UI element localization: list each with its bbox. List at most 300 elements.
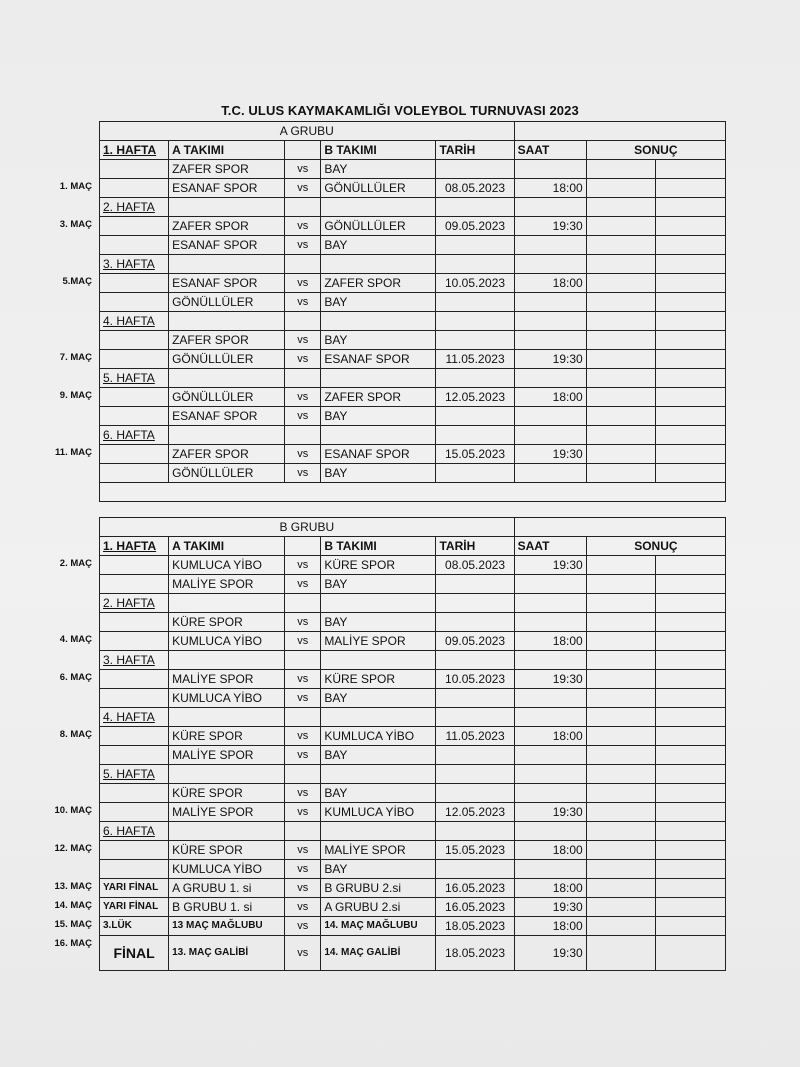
match-date: [436, 860, 514, 879]
empty-cell: [514, 198, 586, 217]
result-home: [586, 879, 655, 898]
result-away: [655, 727, 725, 746]
empty-cell: [169, 198, 285, 217]
team-b: MALİYE SPOR: [321, 632, 436, 651]
empty-cell: [655, 594, 725, 613]
week-label: 6. HAFTA: [100, 426, 169, 445]
match-time: 19:30: [514, 350, 586, 369]
result-header: SONUÇ: [586, 141, 725, 160]
empty-cell: [586, 369, 655, 388]
result-home: [586, 575, 655, 594]
empty-cell: [514, 426, 586, 445]
team-b: KÜRE SPOR: [321, 556, 436, 575]
match-date: 11.05.2023: [436, 727, 514, 746]
empty-cell: [321, 594, 436, 613]
match-time: [514, 860, 586, 879]
week-cell: [100, 784, 169, 803]
result-away: [655, 217, 725, 236]
week-label: 5. HAFTA: [100, 369, 169, 388]
team-b: 14. MAÇ MAĞLUBU: [321, 917, 436, 936]
week-cell: [100, 217, 169, 236]
match-time: 19:30: [514, 445, 586, 464]
empty-cell: [655, 255, 725, 274]
empty-cell: [655, 708, 725, 727]
match-row: [100, 613, 726, 632]
match-row: [100, 727, 726, 746]
match-time: [514, 293, 586, 312]
match-row: [100, 464, 726, 483]
final-row: [100, 917, 726, 936]
match-number-label: 2. MAÇ: [59, 557, 92, 569]
spacer-cell: [100, 483, 726, 502]
match-row: [100, 331, 726, 350]
match-row: [100, 274, 726, 293]
team-b: BAY: [321, 236, 436, 255]
match-date: [436, 293, 514, 312]
week-cell: [100, 670, 169, 689]
empty-cell: [436, 312, 514, 331]
result-home: [586, 689, 655, 708]
week-row: [100, 594, 726, 613]
vs-label: vs: [285, 274, 321, 293]
week-cell: [100, 803, 169, 822]
match-time: [514, 575, 586, 594]
empty-cell: [655, 765, 725, 784]
match-row: [100, 217, 726, 236]
result-home: [586, 803, 655, 822]
vs-label: vs: [285, 670, 321, 689]
result-home: [586, 407, 655, 426]
team-a: ESANAF SPOR: [169, 407, 285, 426]
team-b: BAY: [321, 293, 436, 312]
empty-cell: [285, 651, 321, 670]
week-cell: [100, 613, 169, 632]
match-time: 19:30: [514, 898, 586, 917]
result-home: [586, 331, 655, 350]
team-a: MALİYE SPOR: [169, 575, 285, 594]
result-away: [655, 236, 725, 255]
empty-cell: [321, 822, 436, 841]
team-a: ZAFER SPOR: [169, 160, 285, 179]
match-date: [436, 613, 514, 632]
week-row: [100, 312, 726, 331]
match-row: [100, 860, 726, 879]
team-a: 13 MAÇ MAĞLUBU: [169, 917, 285, 936]
result-away: [655, 632, 725, 651]
empty-cell: [655, 198, 725, 217]
result-home: [586, 217, 655, 236]
match-number-label: 12. MAÇ: [54, 842, 92, 854]
result-away: [655, 879, 725, 898]
match-date: [436, 236, 514, 255]
week-cell: [100, 274, 169, 293]
match-time: [514, 407, 586, 426]
result-away: [655, 689, 725, 708]
week-cell: [100, 464, 169, 483]
empty-cell: [586, 822, 655, 841]
match-row: [100, 556, 726, 575]
week-cell: [100, 160, 169, 179]
match-number-label: 9. MAÇ: [59, 389, 92, 401]
empty-cell: [655, 312, 725, 331]
match-number-label: 13. MAÇ: [54, 880, 92, 892]
group-a-title: A GRUBU: [100, 122, 515, 141]
empty-cell: [514, 369, 586, 388]
empty-cell: [285, 594, 321, 613]
match-date: [436, 407, 514, 426]
match-number-label: 15. MAÇ: [54, 918, 92, 930]
empty-cell: [586, 594, 655, 613]
match-row: [100, 407, 726, 426]
team-b: ESANAF SPOR: [321, 350, 436, 369]
result-away: [655, 293, 725, 312]
vs-label: vs: [285, 575, 321, 594]
match-date: 12.05.2023: [436, 803, 514, 822]
team-b: BAY: [321, 613, 436, 632]
vs-label: vs: [285, 689, 321, 708]
match-date: 15.05.2023: [436, 841, 514, 860]
result-home: [586, 841, 655, 860]
match-time: [514, 784, 586, 803]
team-b: ESANAF SPOR: [321, 445, 436, 464]
team-b: BAY: [321, 407, 436, 426]
week-cell: [100, 632, 169, 651]
week-cell: [100, 841, 169, 860]
empty-cell: [436, 651, 514, 670]
week-row: [100, 651, 726, 670]
match-number-label: 14. MAÇ: [54, 899, 92, 911]
stage-label: FİNAL: [100, 936, 169, 971]
empty-cell: [514, 255, 586, 274]
result-away: [655, 556, 725, 575]
week-row: [100, 369, 726, 388]
team-a: KÜRE SPOR: [169, 841, 285, 860]
empty-cell: [321, 708, 436, 727]
week-label: 4. HAFTA: [100, 708, 169, 727]
spacer-row: [100, 483, 726, 502]
team-b-header: B TAKIMI: [321, 141, 436, 160]
group-b-table: [99, 517, 726, 971]
week-label: 3. HAFTA: [100, 255, 169, 274]
result-home: [586, 613, 655, 632]
team-a: A GRUBU 1. si: [169, 879, 285, 898]
week-cell: [100, 575, 169, 594]
result-home: [586, 179, 655, 198]
result-away: [655, 274, 725, 293]
match-time: 18:00: [514, 274, 586, 293]
match-date: [436, 331, 514, 350]
match-time: [514, 331, 586, 350]
result-home: [586, 556, 655, 575]
empty-cell: [321, 369, 436, 388]
match-date: 09.05.2023: [436, 632, 514, 651]
team-b-header: B TAKIMI: [321, 537, 436, 556]
match-number-label: 10. MAÇ: [54, 804, 92, 816]
team-a: MALİYE SPOR: [169, 670, 285, 689]
week-label: 3. HAFTA: [100, 651, 169, 670]
week-cell: [100, 293, 169, 312]
empty-cell: [436, 708, 514, 727]
match-row: [100, 746, 726, 765]
empty-cell: [285, 426, 321, 445]
empty-cell: [514, 312, 586, 331]
match-time: 18:00: [514, 727, 586, 746]
final-row: [100, 936, 726, 971]
result-header: SONUÇ: [586, 537, 725, 556]
result-away: [655, 917, 725, 936]
vs-label: vs: [285, 388, 321, 407]
team-a: ZAFER SPOR: [169, 331, 285, 350]
empty-cell: [169, 312, 285, 331]
week-cell: [100, 556, 169, 575]
week-label: 2. HAFTA: [100, 594, 169, 613]
empty-cell: [436, 369, 514, 388]
vs-label: vs: [285, 464, 321, 483]
match-row: [100, 236, 726, 255]
result-home: [586, 727, 655, 746]
team-b: BAY: [321, 860, 436, 879]
date-header: TARİH: [436, 141, 514, 160]
match-date: 18.05.2023: [436, 917, 514, 936]
result-home: [586, 464, 655, 483]
empty-cell: [169, 369, 285, 388]
result-away: [655, 464, 725, 483]
match-number-label: 6. MAÇ: [59, 671, 92, 683]
team-b: 14. MAÇ GALİBİ: [321, 936, 436, 971]
result-away: [655, 160, 725, 179]
empty-cell: [285, 822, 321, 841]
match-date: 10.05.2023: [436, 274, 514, 293]
result-home: [586, 350, 655, 369]
team-a: GÖNÜLLÜLER: [169, 464, 285, 483]
team-a-header: A TAKIMI: [169, 141, 285, 160]
week-label: 1. HAFTA: [100, 141, 169, 160]
team-a: 13. MAÇ GALİBİ: [169, 936, 285, 971]
stage-label: YARI FİNAL: [100, 879, 169, 898]
empty-cell: [436, 765, 514, 784]
match-date: [436, 464, 514, 483]
vs-label: vs: [285, 841, 321, 860]
match-row: [100, 632, 726, 651]
week-cell: [100, 236, 169, 255]
match-date: 12.05.2023: [436, 388, 514, 407]
team-a-header: A TAKIMI: [169, 537, 285, 556]
match-time: 18:00: [514, 179, 586, 198]
result-away: [655, 388, 725, 407]
vs-label: vs: [285, 727, 321, 746]
empty-cell: [436, 198, 514, 217]
result-away: [655, 179, 725, 198]
empty-cell: [655, 651, 725, 670]
empty-cell: [436, 426, 514, 445]
empty-cell: [285, 312, 321, 331]
empty-cell: [514, 822, 586, 841]
stage-label: YARI FİNAL: [100, 898, 169, 917]
match-date: 18.05.2023: [436, 936, 514, 971]
result-home: [586, 274, 655, 293]
vs-label: vs: [285, 556, 321, 575]
week-cell: [100, 689, 169, 708]
match-date: 15.05.2023: [436, 445, 514, 464]
empty-cell: [586, 312, 655, 331]
team-a: ZAFER SPOR: [169, 217, 285, 236]
empty-cell: [514, 765, 586, 784]
team-b: BAY: [321, 331, 436, 350]
match-date: 16.05.2023: [436, 879, 514, 898]
week-label: 6. HAFTA: [100, 822, 169, 841]
match-date: [436, 784, 514, 803]
week-row: [100, 708, 726, 727]
team-b: ZAFER SPOR: [321, 388, 436, 407]
vs-label: vs: [285, 936, 321, 971]
result-away: [655, 784, 725, 803]
team-a: ESANAF SPOR: [169, 179, 285, 198]
team-a: GÖNÜLLÜLER: [169, 293, 285, 312]
team-b: KUMLUCA YİBO: [321, 727, 436, 746]
week-cell: [100, 860, 169, 879]
week-cell: [100, 388, 169, 407]
empty-cell: [169, 765, 285, 784]
match-date: [436, 575, 514, 594]
team-b: BAY: [321, 575, 436, 594]
result-home: [586, 445, 655, 464]
date-header: TARİH: [436, 537, 514, 556]
empty-cell: [321, 426, 436, 445]
result-home: [586, 898, 655, 917]
result-home: [586, 293, 655, 312]
result-away: [655, 898, 725, 917]
week-cell: [100, 727, 169, 746]
match-row: [100, 784, 726, 803]
empty-cell: [285, 198, 321, 217]
empty-cell: [169, 822, 285, 841]
empty-cell: [586, 708, 655, 727]
empty-cell: [321, 651, 436, 670]
empty-cell: [586, 255, 655, 274]
match-row: [100, 803, 726, 822]
week-cell: [100, 407, 169, 426]
match-time: 18:00: [514, 879, 586, 898]
match-date: [436, 689, 514, 708]
vs-label: vs: [285, 160, 321, 179]
result-away: [655, 575, 725, 594]
vs-label: vs: [285, 879, 321, 898]
team-a: ESANAF SPOR: [169, 236, 285, 255]
match-time: 19:30: [514, 556, 586, 575]
match-time: 19:30: [514, 217, 586, 236]
empty-cell: [169, 255, 285, 274]
match-row: [100, 388, 726, 407]
vs-label: vs: [285, 179, 321, 198]
match-row: [100, 293, 726, 312]
match-row: [100, 350, 726, 369]
vs-label: vs: [285, 632, 321, 651]
empty-cell: [169, 708, 285, 727]
match-time: 19:30: [514, 670, 586, 689]
empty-cell: [655, 369, 725, 388]
team-b: B GRUBU 2.si: [321, 879, 436, 898]
vs-label: vs: [285, 803, 321, 822]
empty-cell: [285, 369, 321, 388]
team-a: KÜRE SPOR: [169, 784, 285, 803]
week-cell: [100, 179, 169, 198]
week-label: 4. HAFTA: [100, 312, 169, 331]
result-home: [586, 160, 655, 179]
empty-cell: [321, 312, 436, 331]
vs-label: vs: [285, 613, 321, 632]
result-home: [586, 936, 655, 971]
match-date: [436, 160, 514, 179]
group-a-table: [99, 121, 726, 502]
result-home: [586, 388, 655, 407]
vs-label: vs: [285, 293, 321, 312]
empty-cell: [586, 198, 655, 217]
team-b: KÜRE SPOR: [321, 670, 436, 689]
match-time: [514, 160, 586, 179]
team-b: BAY: [321, 160, 436, 179]
empty-cell: [436, 594, 514, 613]
empty-cell: [169, 426, 285, 445]
week-label: 5. HAFTA: [100, 765, 169, 784]
match-row: [100, 575, 726, 594]
empty-cell: [321, 765, 436, 784]
empty-cell: [514, 651, 586, 670]
result-home: [586, 670, 655, 689]
team-a: GÖNÜLLÜLER: [169, 388, 285, 407]
match-number-label: 4. MAÇ: [59, 633, 92, 645]
match-time: 18:00: [514, 917, 586, 936]
match-time: 18:00: [514, 388, 586, 407]
match-date: 16.05.2023: [436, 898, 514, 917]
vs-label: vs: [285, 784, 321, 803]
empty-cell: [655, 426, 725, 445]
stage-label: 3.LÜK: [100, 917, 169, 936]
team-b: ZAFER SPOR: [321, 274, 436, 293]
result-away: [655, 445, 725, 464]
final-row: [100, 879, 726, 898]
match-date: [436, 746, 514, 765]
result-home: [586, 784, 655, 803]
empty-cell: [285, 708, 321, 727]
vs-label: vs: [285, 217, 321, 236]
vs-label: vs: [285, 746, 321, 765]
result-away: [655, 613, 725, 632]
match-number-label: 8. MAÇ: [59, 728, 92, 740]
match-number-label: 3. MAÇ: [59, 218, 92, 230]
team-b: BAY: [321, 784, 436, 803]
time-header: SAAT: [514, 537, 586, 556]
vs-label: vs: [285, 331, 321, 350]
empty-cell: [586, 651, 655, 670]
empty-cell: [436, 255, 514, 274]
week-row: [100, 822, 726, 841]
vs-label: vs: [285, 445, 321, 464]
week-label: 1. HAFTA: [100, 537, 169, 556]
team-a: KUMLUCA YİBO: [169, 632, 285, 651]
team-b: BAY: [321, 689, 436, 708]
empty-cell: [655, 822, 725, 841]
empty-cell: [586, 426, 655, 445]
empty-cell: [586, 765, 655, 784]
week-row: [100, 426, 726, 445]
vs-label: vs: [285, 860, 321, 879]
empty-cell: [436, 822, 514, 841]
week-cell: [100, 331, 169, 350]
result-away: [655, 746, 725, 765]
group-b-title: B GRUBU: [100, 518, 515, 537]
match-row: [100, 160, 726, 179]
match-time: 18:00: [514, 632, 586, 651]
